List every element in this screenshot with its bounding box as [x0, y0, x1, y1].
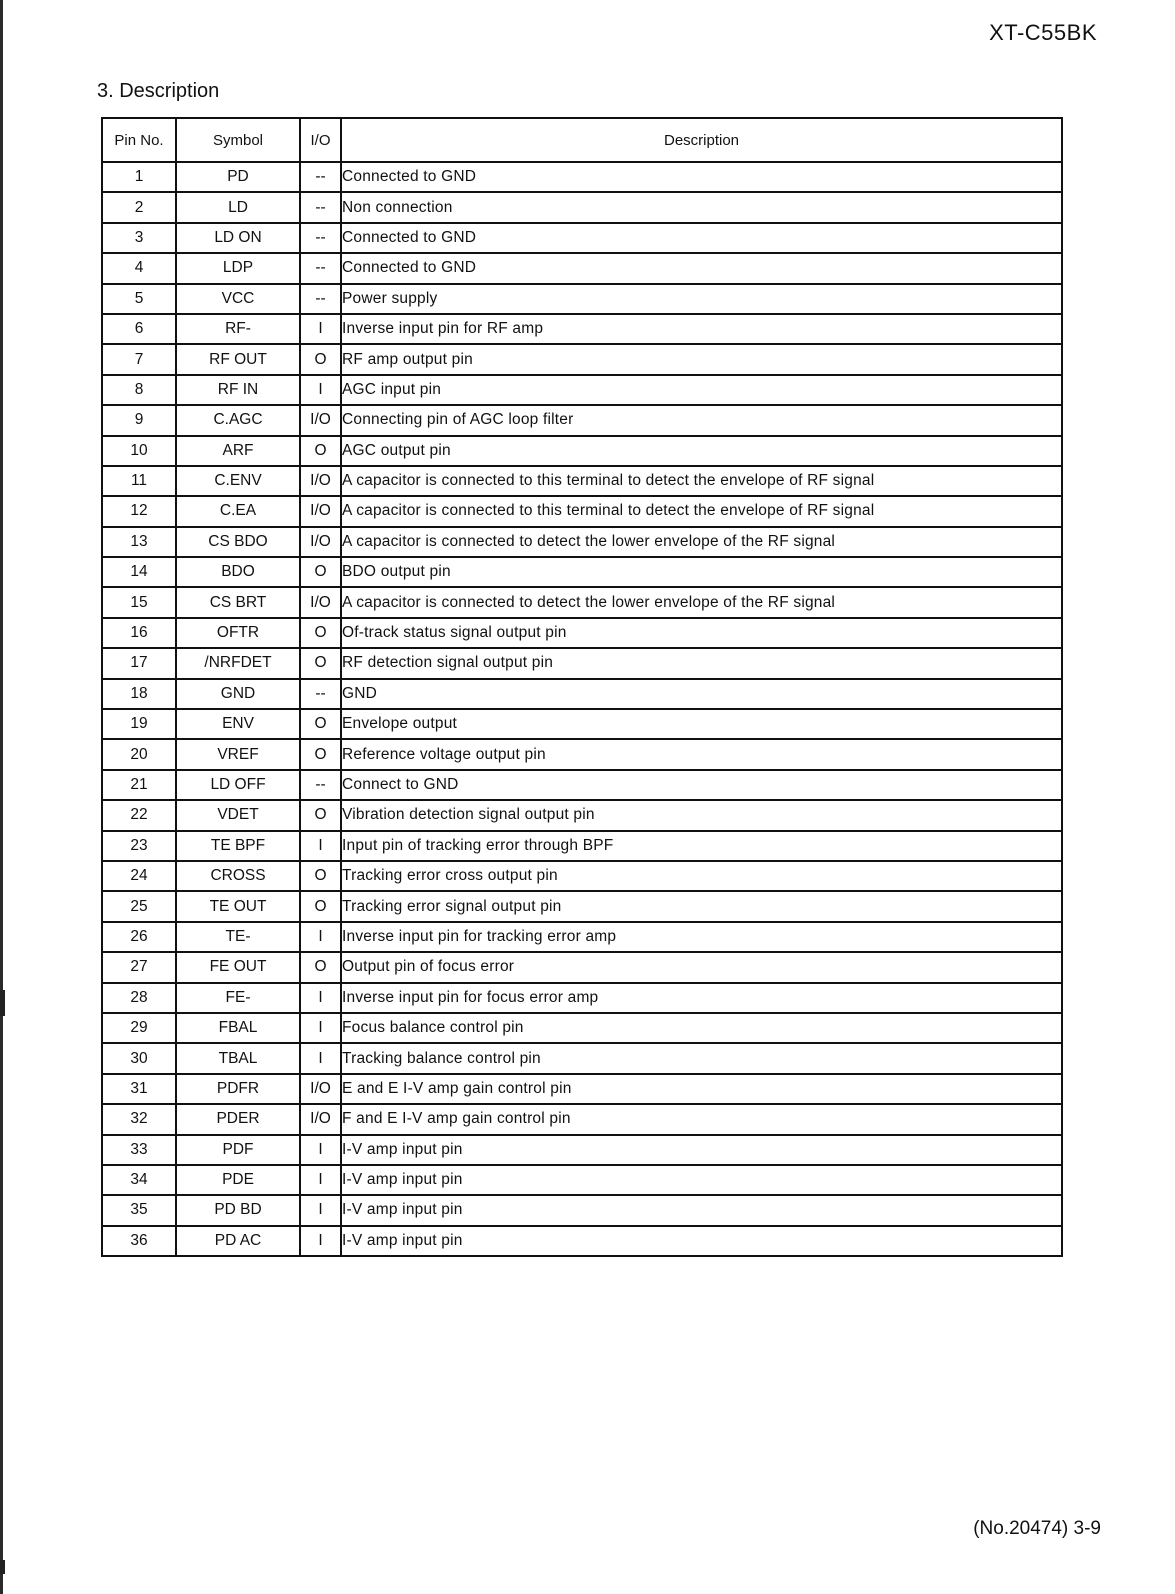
cell-description: A capacitor is connected to detect the lower envelope of the RF signal: [341, 527, 1062, 557]
table-body: [102, 162, 1062, 1256]
cell-symbol: CS BRT: [176, 587, 300, 617]
cell-pin-no: 33: [102, 1135, 176, 1165]
cell-io: I: [300, 1135, 341, 1165]
cell-io: I: [300, 1165, 341, 1195]
cell-pin-no: 14: [102, 557, 176, 587]
cell-description: Tracking error cross output pin: [341, 861, 1062, 891]
cell-pin-no: 11: [102, 466, 176, 496]
table-row: [102, 983, 1062, 1013]
cell-symbol: VCC: [176, 284, 300, 314]
header-description: Description: [341, 118, 1062, 162]
cell-io: --: [300, 253, 341, 283]
table-row: [102, 1226, 1062, 1256]
cell-description: I-V amp input pin: [341, 1226, 1062, 1256]
cell-symbol: LD OFF: [176, 770, 300, 800]
cell-io: --: [300, 162, 341, 192]
cell-pin-no: 20: [102, 739, 176, 769]
cell-description: Connecting pin of AGC loop filter: [341, 405, 1062, 435]
cell-io: I: [300, 1043, 341, 1073]
cell-description: Tracking error signal output pin: [341, 891, 1062, 921]
cell-io: O: [300, 739, 341, 769]
pin-description-table: [101, 117, 1063, 1257]
cell-io: I/O: [300, 466, 341, 496]
cell-description: Input pin of tracking error through BPF: [341, 831, 1062, 861]
cell-symbol: RF OUT: [176, 344, 300, 374]
cell-symbol: LDP: [176, 253, 300, 283]
table-row: [102, 587, 1062, 617]
cell-io: O: [300, 557, 341, 587]
cell-symbol: FE-: [176, 983, 300, 1013]
cell-pin-no: 3: [102, 223, 176, 253]
cell-pin-no: 16: [102, 618, 176, 648]
scan-edge: [0, 0, 3, 1594]
cell-symbol: C.AGC: [176, 405, 300, 435]
cell-io: --: [300, 679, 341, 709]
cell-io: O: [300, 861, 341, 891]
table-row: [102, 952, 1062, 982]
cell-symbol: PDE: [176, 1165, 300, 1195]
table-row: [102, 1013, 1062, 1043]
table-row: [102, 466, 1062, 496]
table-row: [102, 891, 1062, 921]
cell-pin-no: 28: [102, 983, 176, 1013]
table-row: [102, 1074, 1062, 1104]
cell-description: Connected to GND: [341, 162, 1062, 192]
table-row: [102, 1135, 1062, 1165]
cell-description: Inverse input pin for tracking error amp: [341, 922, 1062, 952]
cell-pin-no: 17: [102, 648, 176, 678]
cell-symbol: /NRFDET: [176, 648, 300, 678]
cell-symbol: PDFR: [176, 1074, 300, 1104]
table-row: [102, 162, 1062, 192]
cell-symbol: PD AC: [176, 1226, 300, 1256]
table-row: [102, 375, 1062, 405]
cell-description: I-V amp input pin: [341, 1165, 1062, 1195]
header-symbol: Symbol: [176, 118, 300, 162]
cell-symbol: LD ON: [176, 223, 300, 253]
table-row: [102, 527, 1062, 557]
table-row: [102, 1043, 1062, 1073]
cell-pin-no: 7: [102, 344, 176, 374]
cell-description: Connected to GND: [341, 253, 1062, 283]
table-row: [102, 496, 1062, 526]
cell-pin-no: 24: [102, 861, 176, 891]
cell-description: AGC input pin: [341, 375, 1062, 405]
table-row: [102, 831, 1062, 861]
cell-io: --: [300, 223, 341, 253]
cell-symbol: GND: [176, 679, 300, 709]
cell-pin-no: 2: [102, 192, 176, 222]
cell-symbol: PD: [176, 162, 300, 192]
cell-io: I: [300, 1013, 341, 1043]
cell-symbol: ENV: [176, 709, 300, 739]
scan-mark: [0, 1560, 5, 1574]
cell-io: O: [300, 344, 341, 374]
cell-pin-no: 1: [102, 162, 176, 192]
cell-symbol: BDO: [176, 557, 300, 587]
table-row: [102, 800, 1062, 830]
cell-pin-no: 23: [102, 831, 176, 861]
cell-pin-no: 21: [102, 770, 176, 800]
cell-pin-no: 36: [102, 1226, 176, 1256]
cell-pin-no: 4: [102, 253, 176, 283]
cell-io: I/O: [300, 496, 341, 526]
table-row: [102, 436, 1062, 466]
table-row: [102, 1195, 1062, 1225]
table-row: [102, 922, 1062, 952]
cell-pin-no: 10: [102, 436, 176, 466]
cell-symbol: TE BPF: [176, 831, 300, 861]
section-title: 3. Description: [97, 80, 220, 102]
table-row: [102, 770, 1062, 800]
cell-description: A capacitor is connected to this terminal to detect the envelope of RF signal: [341, 466, 1062, 496]
header-pin-no: Pin No.: [102, 118, 176, 162]
table-header-row: [102, 118, 1062, 162]
cell-pin-no: 19: [102, 709, 176, 739]
cell-description: Output pin of focus error: [341, 952, 1062, 982]
cell-pin-no: 34: [102, 1165, 176, 1195]
cell-symbol: LD: [176, 192, 300, 222]
cell-description: Power supply: [341, 284, 1062, 314]
cell-io: I/O: [300, 527, 341, 557]
cell-symbol: TE-: [176, 922, 300, 952]
table-row: [102, 344, 1062, 374]
cell-symbol: TE OUT: [176, 891, 300, 921]
cell-io: I/O: [300, 1104, 341, 1134]
cell-io: I: [300, 314, 341, 344]
cell-description: Of-track status signal output pin: [341, 618, 1062, 648]
table-row: [102, 192, 1062, 222]
cell-description: I-V amp input pin: [341, 1195, 1062, 1225]
cell-pin-no: 22: [102, 800, 176, 830]
cell-description: Vibration detection signal output pin: [341, 800, 1062, 830]
cell-description: Non connection: [341, 192, 1062, 222]
cell-symbol: C.ENV: [176, 466, 300, 496]
cell-pin-no: 35: [102, 1195, 176, 1225]
cell-io: O: [300, 648, 341, 678]
cell-symbol: ARF: [176, 436, 300, 466]
cell-io: I: [300, 1226, 341, 1256]
cell-symbol: RF-: [176, 314, 300, 344]
cell-pin-no: 9: [102, 405, 176, 435]
table-row: [102, 861, 1062, 891]
cell-io: I: [300, 922, 341, 952]
cell-io: O: [300, 952, 341, 982]
cell-description: Reference voltage output pin: [341, 739, 1062, 769]
table-row: [102, 405, 1062, 435]
cell-description: GND: [341, 679, 1062, 709]
table-row: [102, 557, 1062, 587]
cell-pin-no: 27: [102, 952, 176, 982]
cell-io: I/O: [300, 405, 341, 435]
cell-description: A capacitor is connected to this terminal to detect the envelope of RF signal: [341, 496, 1062, 526]
cell-symbol: RF IN: [176, 375, 300, 405]
table-row: [102, 648, 1062, 678]
cell-description: I-V amp input pin: [341, 1135, 1062, 1165]
cell-pin-no: 6: [102, 314, 176, 344]
cell-description: Inverse input pin for RF amp: [341, 314, 1062, 344]
cell-symbol: CROSS: [176, 861, 300, 891]
model-number: XT-C55BK: [989, 20, 1097, 45]
cell-pin-no: 15: [102, 587, 176, 617]
cell-pin-no: 26: [102, 922, 176, 952]
cell-io: I/O: [300, 1074, 341, 1104]
cell-pin-no: 30: [102, 1043, 176, 1073]
cell-io: O: [300, 618, 341, 648]
table-row: [102, 223, 1062, 253]
cell-pin-no: 31: [102, 1074, 176, 1104]
cell-description: Focus balance control pin: [341, 1013, 1062, 1043]
table-row: [102, 1165, 1062, 1195]
cell-pin-no: 8: [102, 375, 176, 405]
cell-description: RF amp output pin: [341, 344, 1062, 374]
cell-description: E and E I-V amp gain control pin: [341, 1074, 1062, 1104]
cell-io: O: [300, 891, 341, 921]
table-row: [102, 739, 1062, 769]
cell-pin-no: 32: [102, 1104, 176, 1134]
cell-pin-no: 12: [102, 496, 176, 526]
cell-symbol: FE OUT: [176, 952, 300, 982]
cell-pin-no: 18: [102, 679, 176, 709]
scan-mark: [0, 990, 5, 1016]
cell-description: AGC output pin: [341, 436, 1062, 466]
table-row: [102, 709, 1062, 739]
cell-pin-no: 13: [102, 527, 176, 557]
table-row: [102, 314, 1062, 344]
table-row: [102, 253, 1062, 283]
cell-description: BDO output pin: [341, 557, 1062, 587]
cell-io: O: [300, 436, 341, 466]
cell-io: O: [300, 709, 341, 739]
table-row: [102, 679, 1062, 709]
cell-symbol: CS BDO: [176, 527, 300, 557]
header-io: I/O: [300, 118, 341, 162]
cell-description: RF detection signal output pin: [341, 648, 1062, 678]
cell-pin-no: 29: [102, 1013, 176, 1043]
cell-symbol: C.EA: [176, 496, 300, 526]
cell-io: I: [300, 1195, 341, 1225]
cell-io: I/O: [300, 587, 341, 617]
cell-symbol: TBAL: [176, 1043, 300, 1073]
table-row: [102, 1104, 1062, 1134]
cell-symbol: VREF: [176, 739, 300, 769]
cell-pin-no: 5: [102, 284, 176, 314]
cell-symbol: PDF: [176, 1135, 300, 1165]
page-reference: (No.20474) 3-9: [973, 1518, 1101, 1539]
cell-description: Inverse input pin for focus error amp: [341, 983, 1062, 1013]
table-row: [102, 618, 1062, 648]
cell-io: --: [300, 192, 341, 222]
cell-io: I: [300, 831, 341, 861]
cell-io: O: [300, 800, 341, 830]
cell-io: I: [300, 983, 341, 1013]
cell-pin-no: 25: [102, 891, 176, 921]
cell-symbol: OFTR: [176, 618, 300, 648]
cell-description: Envelope output: [341, 709, 1062, 739]
cell-description: Connected to GND: [341, 223, 1062, 253]
cell-io: --: [300, 284, 341, 314]
cell-io: --: [300, 770, 341, 800]
cell-symbol: FBAL: [176, 1013, 300, 1043]
cell-symbol: VDET: [176, 800, 300, 830]
cell-description: Connect to GND: [341, 770, 1062, 800]
cell-description: Tracking balance control pin: [341, 1043, 1062, 1073]
cell-symbol: PDER: [176, 1104, 300, 1134]
cell-io: I: [300, 375, 341, 405]
cell-symbol: PD BD: [176, 1195, 300, 1225]
table-row: [102, 284, 1062, 314]
cell-description: A capacitor is connected to detect the lower envelope of the RF signal: [341, 587, 1062, 617]
cell-description: F and E I-V amp gain control pin: [341, 1104, 1062, 1134]
